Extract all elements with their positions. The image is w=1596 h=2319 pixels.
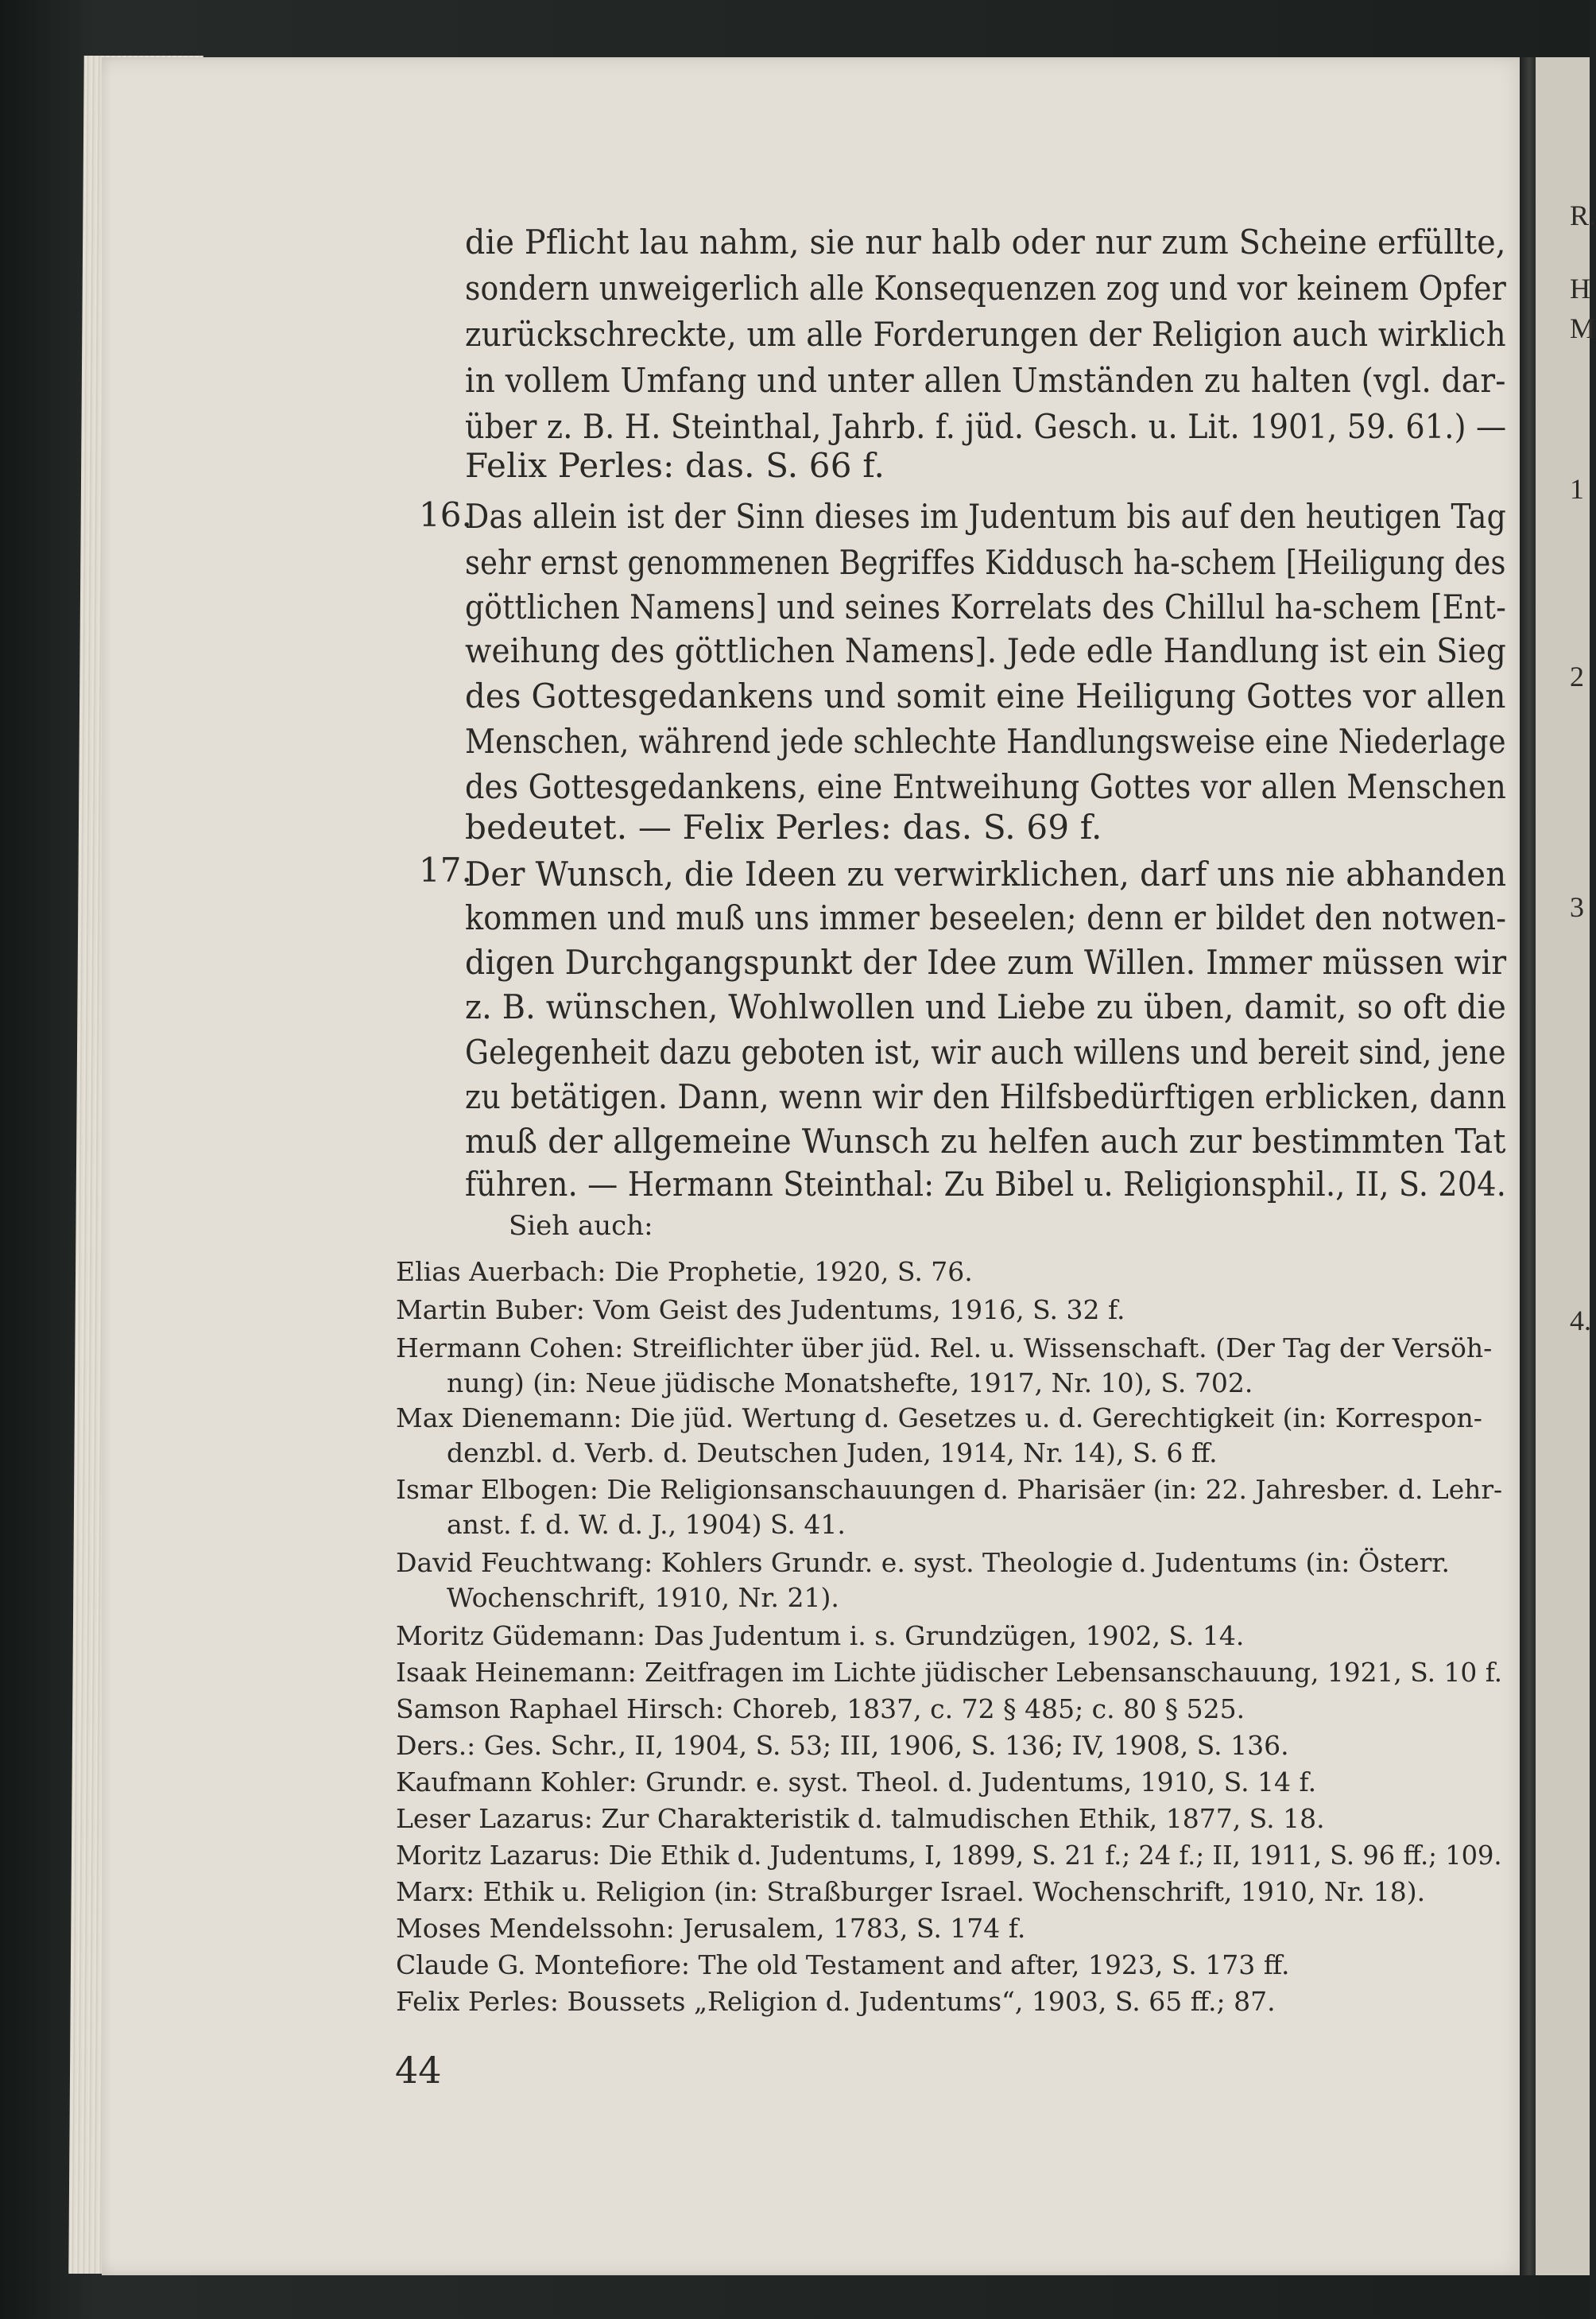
see-also-label: Sieh auch: [509, 1210, 653, 1242]
reference-entry: Ismar Elbogen: Die Religionsanschauungen d. Pharisäer (in: 22. Jahresber. d. Lehr- [396, 1474, 1503, 1505]
reference-entry-continuation: denzbl. d. Verb. d. Deutschen Juden, 1914, Nr. 14), S. 6 ff. [447, 1437, 1218, 1468]
text-line: weihung des göttlichen Namens]. Jede edle Handlung ist ein Sieg [465, 631, 1507, 670]
text-line: zu betätigen. Dann, wenn wir den Hilfsbedürftigen erblicken, dann [465, 1077, 1507, 1116]
reference-entry: Leser Lazarus: Zur Charakteristik d. talmudischen Ethik, 1877, S. 18. [396, 1803, 1325, 1834]
text-line: führen. — Hermann Steinthal: Zu Bibel u. Religionsphil., II, S. 204. [465, 1165, 1506, 1204]
text-line: die Pflicht lau nahm, sie nur halb oder nur zum Scheine erfüllte, [465, 223, 1506, 262]
text-line: des Gottesgedankens und somit eine Heiligung Gottes vor allen [465, 677, 1506, 715]
reference-entry: Martin Buber: Vom Geist des Judentums, 1916, S. 32 f. [396, 1294, 1125, 1325]
reference-entry: Samson Raphael Hirsch: Choreb, 1837, c. 72 § 485; c. 80 § 525. [396, 1693, 1245, 1724]
reference-entry: Moritz Lazarus: Die Ethik d. Judentums, I, 1899, S. 21 f.; 24 f.; II, 1911, S. 96 ff.; 109. [396, 1840, 1502, 1871]
facing-fragment: 1 [1570, 473, 1584, 505]
reference-entry: Marx: Ethik u. Religion (in: Straßburger Israel. Wochenschrift, 1910, Nr. 18). [396, 1876, 1426, 1907]
text-line: zurückschreckte, um alle Forderungen der Religion auch wirklich [465, 315, 1506, 354]
facing-fragment: M [1570, 312, 1596, 344]
note-number: 17. [419, 851, 472, 890]
reference-entry: Claude G. Montefiore: The old Testament and after, 1923, S. 173 ff. [396, 1949, 1290, 1980]
text-line: göttlichen Namens] und seines Korrelats des Chillul ha-schem [Ent- [465, 588, 1506, 626]
reference-entry: Moses Mendelssohn: Jerusalem, 1783, S. 174 f. [396, 1913, 1026, 1944]
text-line: des Gottesgedankens, eine Entweihung Gottes vor allen Menschen [465, 767, 1507, 806]
reference-entry: Max Dienemann: Die jüd. Wertung d. Gesetzes u. d. Gerechtigkeit (in: Korrespon- [396, 1402, 1482, 1433]
text-line: Gelegenheit dazu geboten ist, wir auch willens und bereit sind, jene [465, 1033, 1506, 1072]
reference-entry: Moritz Güdemann: Das Judentum i. s. Grundzügen, 1902, S. 14. [396, 1620, 1245, 1651]
reference-entry: Kaufmann Kohler: Grundr. e. syst. Theol. d. Judentums, 1910, S. 14 f. [396, 1766, 1317, 1797]
text-line: sehr ernst genommenen Begriffes Kiddusch ha-schem [Heiligung des [465, 543, 1506, 582]
reference-entry: Felix Perles: Boussets „Religion d. Judentums“, 1903, S. 65 ff.; 87. [396, 1986, 1276, 2017]
text-line: kommen und muß uns immer beseelen; denn er bildet den notwen- [465, 898, 1507, 937]
reference-entry-continuation: Wochenschrift, 1910, Nr. 21). [447, 1582, 839, 1613]
text-line: Menschen, während jede schlechte Handlungsweise eine Niederlage [465, 722, 1506, 761]
facing-fragment: H [1570, 273, 1590, 304]
text-line: Das allein ist der Sinn dieses im Judentum bis auf den heutigen Tag [465, 497, 1506, 536]
reference-entry: Hermann Cohen: Streiflichter über jüd. Rel. u. Wissenschaft. (Der Tag der Versöh- [396, 1332, 1493, 1363]
text-line: in vollem Umfang und unter allen Umständen zu halten (vgl. dar- [465, 361, 1506, 400]
text-line: muß der allgemeine Wunsch zu helfen auch zur bestimmten Tat [465, 1122, 1506, 1161]
reference-entry: Ders.: Ges. Schr., II, 1904, S. 53; III, 1906, S. 136; IV, 1908, S. 136. [396, 1730, 1289, 1761]
reference-entry: Isaak Heinemann: Zeitfragen im Lichte jüdischer Lebensanschauung, 1921, S. 10 f. [396, 1657, 1503, 1688]
text-line: Felix Perles: das. S. 66 f. [465, 446, 885, 485]
text-line: bedeutet. — Felix Perles: das. S. 69 f. [465, 808, 1102, 847]
page-number: 44 [395, 2049, 442, 2092]
facing-fragment: R. [1570, 200, 1596, 231]
facing-fragment: 4. [1570, 1305, 1591, 1336]
text-line: über z. B. H. Steinthal, Jahrb. f. jüd. Gesch. u. Lit. 1901, 59. 61.) — [465, 407, 1507, 446]
text-line: digen Durchgangspunkt der Idee zum Willen. Immer müssen wir [465, 943, 1507, 982]
reference-entry: David Feuchtwang: Kohlers Grundr. e. syst. Theologie d. Judentums (in: Österr. [396, 1547, 1451, 1578]
facing-fragment: 3 [1570, 891, 1584, 923]
reference-entry-continuation: anst. f. d. W. d. J., 1904) S. 41. [447, 1509, 846, 1540]
facing-fragment: 2 [1570, 661, 1584, 692]
text-line: sondern unweigerlich alle Konsequenzen zog und vor keinem Opfer [465, 269, 1507, 308]
text-line: z. B. wünschen, Wohlwollen und Liebe zu üben, damit, so oft die [465, 987, 1507, 1026]
text-line: Der Wunsch, die Ideen zu verwirklichen, darf uns nie abhanden [465, 855, 1507, 894]
note-number: 16. [419, 495, 472, 534]
reference-entry: Elias Auerbach: Die Prophetie, 1920, S. 76. [396, 1256, 973, 1287]
reference-entry-continuation: nung) (in: Neue jüdische Monatshefte, 1917, Nr. 10), S. 702. [447, 1367, 1253, 1398]
